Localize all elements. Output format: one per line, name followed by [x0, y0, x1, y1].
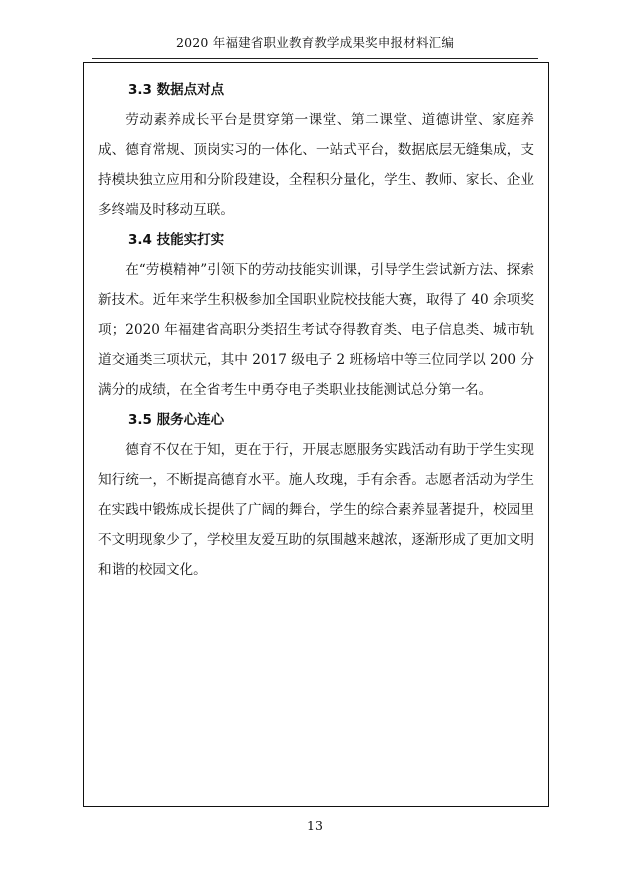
section-3-4: [98, 225, 534, 405]
content-box: [83, 62, 549, 807]
section-3-3: [98, 75, 534, 225]
section-paragraph: 在“劳模精神”引领下的劳动技能实训课，引导学生尝试新方法、探索新技术。近年来学生积极参加全国职业院校技能大赛，取得了 40 余项奖项；2020 年福建省高职分类招生考试夺得教育类、电子信息类、城市轨道交通类三项状元，其中 2017 级电子 2 班杨培中等三位同学以 200 分满分的成绩，在全省考生中勇夺电子类职业技能测试总分第一名。: [98, 262, 534, 398]
section-heading: 3.4 技能实打实: [128, 232, 225, 248]
section-heading: 3.3 数据点对点: [128, 82, 225, 98]
section-heading: 3.5 服务心连心: [128, 412, 225, 428]
page-header: 2020 年福建省职业教育教学成果奖申报材料汇编: [92, 33, 538, 59]
section-3-5: [98, 405, 534, 585]
section-paragraph: 劳动素养成长平台是贯穿第一课堂、第二课堂、道德讲堂、家庭养成、德育常规、顶岗实习的一体化、一站式平台，数据底层无缝集成，支持模块独立应用和分阶段建设，全程积分量化，学生、教师、家长、企业多终端及时移动互联。: [98, 112, 534, 218]
section-paragraph: 德育不仅在于知，更在于行，开展志愿服务实践活动有助于学生实现知行统一，不断提高德育水平。施人玫瑰，手有余香。志愿者活动为学生在实践中锻炼成长提供了广阔的舞台，学生的综合素养显著提升，校园里不文明现象少了，学校里友爱互助的氛围越来越浓，逐渐形成了更加文明和谐的校园文化。: [98, 442, 534, 578]
page-number: 13: [307, 818, 323, 833]
